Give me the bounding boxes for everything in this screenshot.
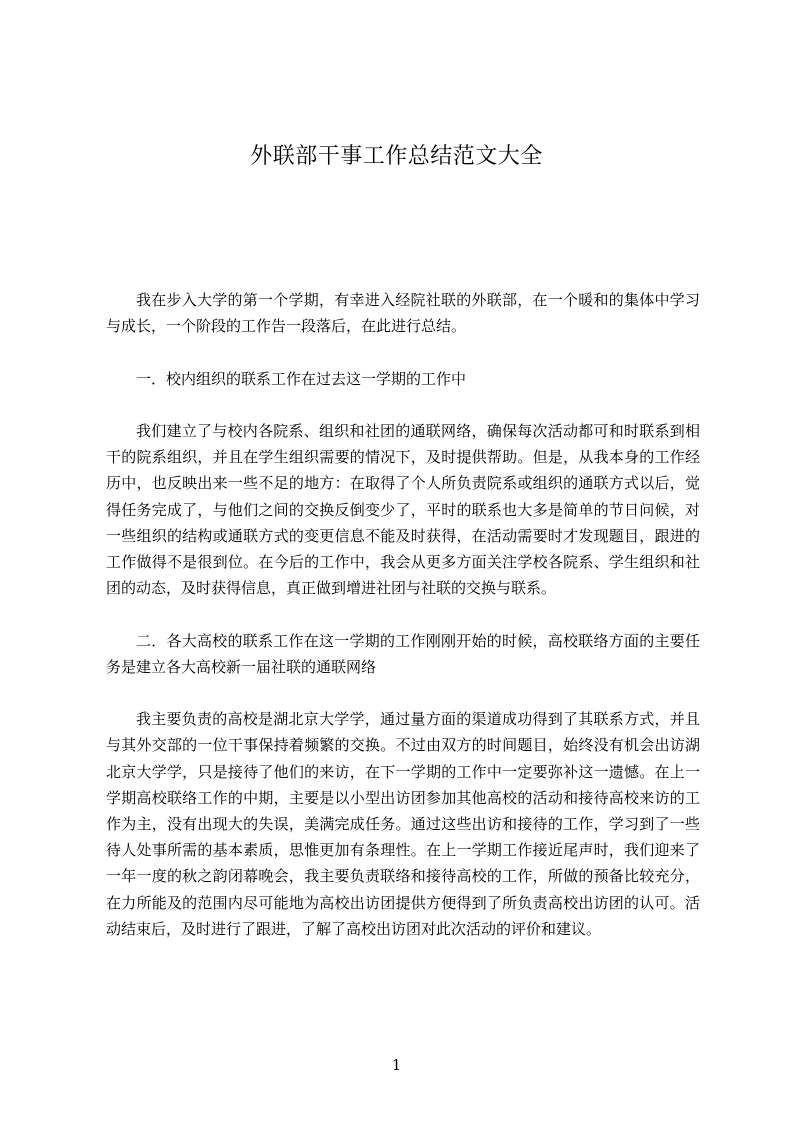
section-1-heading: 一．校内组织的联系工作在过去这一学期的工作中 bbox=[136, 369, 467, 388]
document-body bbox=[106, 287, 700, 968]
page-number: 1 bbox=[391, 1056, 402, 1074]
intro-paragraph: 我在步入大学的第一个学期，有幸进入经院社联的外联部，在一个暖和的集体中学习与成长，一个阶段的工作告一段落后，在此进行总结。 bbox=[106, 291, 700, 336]
document-title: 外联部干事工作总结范文大全 bbox=[250, 144, 543, 169]
section-2-paragraph: 我主要负责的高校是湖北京大学学，通过量方面的渠道成功得到了其联系方式，并且与其外交部的一位干事保持着频繁的交换。不过由双方的时间题目，始终没有机会出访湖北京大学学，只是接待了他们的来访，在下一学期的工作中一定要弥补这一遗憾。在上一学期高校联络工作的中期，主要是以小型出访团参加其他高校的活动和接待高校来访的工作为主，没有出现大的失误，美满完成任务。通过这些出访和接待的工作，学习到了一些待人处事所需的基本素质，思惟更加有条理性。在上一学期工作接近尾声时，我们迎来了一年一度的秋之韵闭幕晚会，我主要负责联络和接待高校的工作，所做的预备比较充分，在力所能及的范围内尽可能地为高校出访团提供方便得到了所负责高校出访团的认可。活动结束后，及时进行了跟进，了解了高校出访团对此次活动的评价和建议。 bbox=[106, 710, 700, 938]
section-1-paragraph: 我们建立了与校内各院系、组织和社团的通联网络，确保每次活动都可和时联系到相干的院系组织，并且在学生组织需要的情况下，及时提供帮助。但是，从我本身的工作经历中，也反映出来一些不足的地方：在取得了个人所负责院系或组织的通联方式以后，觉得任务完成了，与他们之间的交换反倒变少了，平时的联系也大多是简单的节日问候，对一些组织的结构或通联方式的变更信息不能及时获得，在活动需要时才发现题目，跟进的工作做得不是很到位。在今后的工作中，我会从更多方面关注学校各院系、学生组织和社团的动态，及时获得信息，真正做到增进社团与社联的交换与联系。 bbox=[106, 421, 700, 598]
section-2-heading: 二．各大高校的联系工作在这一学期的工作刚刚开始的时候，高校联络方面的主要任务是建立各大高校新一届社联的通联网络 bbox=[106, 631, 700, 676]
